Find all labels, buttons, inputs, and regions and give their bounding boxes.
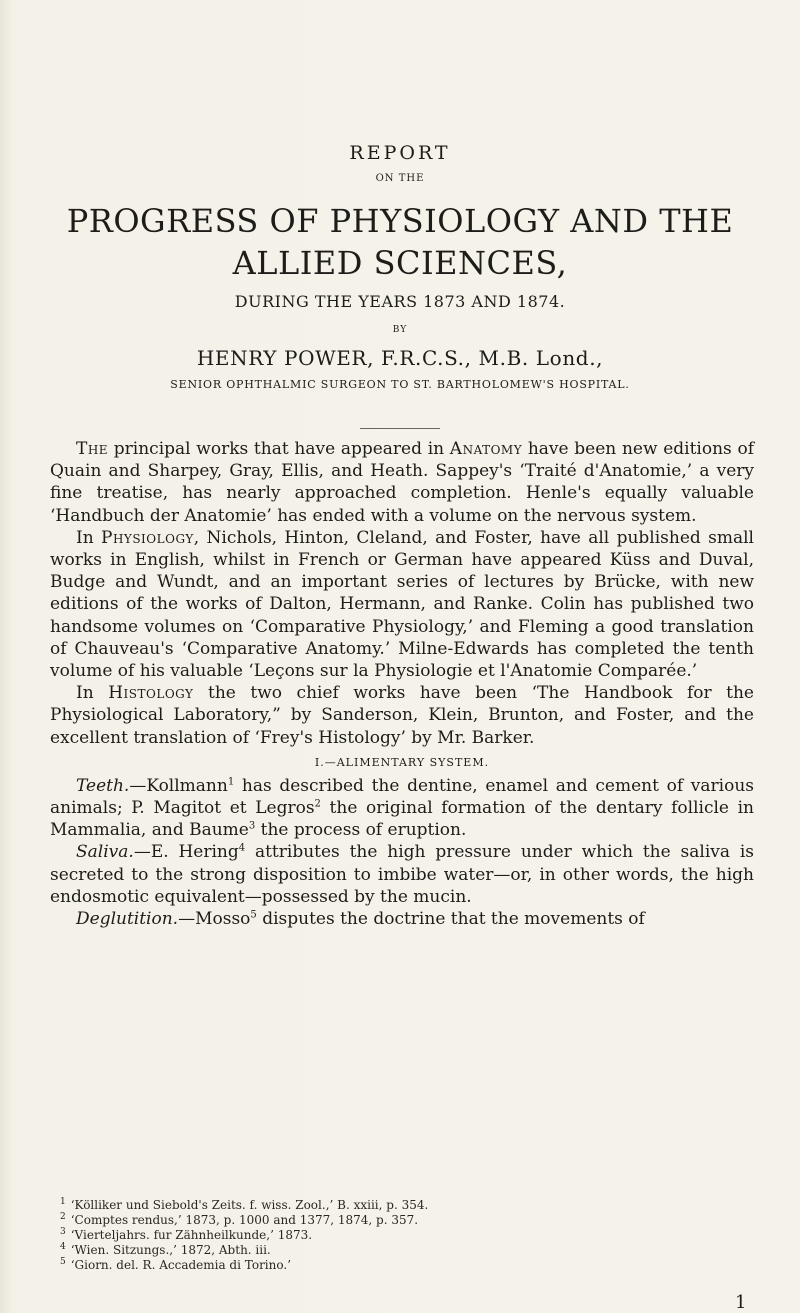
paragraph-histology	[50, 682, 754, 749]
footnotes	[60, 1198, 750, 1273]
text-run: disputes the doctrine that the movements of	[256, 909, 645, 930]
footnote-number: 2	[60, 1212, 66, 1222]
page-number: 1	[735, 1292, 747, 1313]
text-run: have been new editions of Quain and Sharpey, Gray, Ellis, and Heath. Sappey's ‘Traité d'Anatomie,’ a very fine treatise, has nearly approached completion. Henle's equally valuable ‘Handbuch der Anatomie’ has ended with a volume on the nervous system.	[50, 439, 754, 526]
title-divider	[360, 428, 440, 429]
by-label: BY	[392, 325, 408, 335]
text-run: —Kollmann	[129, 775, 228, 796]
paragraph-teeth	[50, 775, 754, 842]
footnote-number: 1	[60, 1197, 66, 1207]
body-text	[50, 438, 754, 930]
text-run: attributes the high pressure under which the saliva is secreted to the strong disposition to imbibe water—or, in other words, the high endosmotic equivalent—possessed by the mucin.	[50, 842, 754, 907]
text-run: has described the dentine, enamel and cement of various animals; P. Magitot et Legros	[50, 775, 754, 819]
title-line-1: PROGRESS OF PHYSIOLOGY AND THE	[66, 202, 734, 240]
footnote-text: ‘Giorn. del. R. Accademia di Torino.’	[70, 1258, 292, 1272]
subject-anatomy: Anatomy	[449, 439, 523, 459]
years-line: DURING THE YEARS 1873 AND 1874.	[234, 292, 566, 311]
subject-histology: Histology	[108, 683, 194, 704]
paragraph-deglutition	[50, 908, 754, 930]
footnote-text: ‘Vierteljahrs. fur Zähnheilkunde,’ 1873.	[70, 1228, 313, 1242]
text-run: —E. Hering	[133, 842, 239, 863]
text-run: the process of eruption.	[255, 820, 467, 841]
footnote-ref[interactable]: 4	[238, 842, 246, 854]
footnote-text: ‘Wien. Sitzungs.,’ 1872, Abth. iii.	[70, 1243, 271, 1257]
subject-physiology: Physiology	[101, 527, 194, 548]
lead-word: The	[76, 439, 109, 459]
text-run: , Nichols, Hinton, Cleland, and Foster, have all published small works in English, whilst in French or German have appeared Küss and Duval, Budge and Wundt, and an important series of lectures by Brücke, with new editions of the works of Dalton, Hermann, and Ranke. Colin has published two handsome volumes on ‘Comparative Physiology,’ and Fleming a good translation of Chauveau's ‘Comparative Anatomy.’ Milne-Edwards has completed the tenth volume of his valuable ‘Leçons sur la Physiologie et l'Anatomie Comparée.’	[50, 527, 754, 682]
report-heading: REPORT	[349, 142, 451, 164]
text-run: the original formation of the dentary follicle in Mammalia, and Baume	[50, 798, 754, 841]
footnote-ref[interactable]: 2	[314, 798, 321, 810]
text-run: principal works that have appeared in	[108, 439, 450, 459]
footnote-text: ‘Comptes rendus,’ 1873, p. 1000 and 1377, 1874, p. 357.	[70, 1213, 419, 1227]
footnote-ref[interactable]: 5	[250, 909, 257, 921]
text-run: In	[76, 683, 109, 704]
footnote-number: 4	[60, 1242, 66, 1252]
subsection-label-deglutition: Deglutition.	[76, 909, 179, 930]
footnote	[60, 1213, 750, 1228]
text-run: the two chief works have been ‘The Handbook for the Physiological Laboratory,” by Sanderson, Klein, Brunton, and Foster, and the excellent translation of ‘Frey's Histology’ by Mr. Barker.	[50, 683, 754, 748]
section-heading-alimentary: I.—ALIMENTARY SYSTEM.	[314, 755, 490, 769]
title-line-2: ALLIED SCIENCES,	[232, 244, 568, 282]
paragraph-anatomy	[50, 438, 754, 527]
footnote-number: 3	[60, 1227, 66, 1237]
text-run: —Mosso	[178, 909, 251, 930]
footnote	[60, 1228, 750, 1243]
subsection-label-teeth: Teeth.	[76, 775, 130, 796]
on-the-label: ON THE	[375, 173, 425, 184]
text-run: In	[76, 527, 102, 548]
footnote	[60, 1243, 750, 1258]
footnote	[60, 1258, 750, 1273]
author-position: SENIOR OPHTHALMIC SURGEON TO ST. BARTHOLOMEW'S HOSPITAL.	[170, 378, 630, 391]
paragraph-saliva	[50, 841, 754, 908]
paragraph-physiology	[50, 527, 754, 682]
subsection-label-saliva: Saliva.	[76, 842, 134, 863]
footnote-number: 5	[60, 1257, 66, 1267]
footnote-text: ‘Kölliker und Siebold's Zeits. f. wiss. Zool.,’ B. xxiii, p. 354.	[70, 1198, 429, 1212]
footnote	[60, 1198, 750, 1213]
author-name: HENRY POWER, F.R.C.S., M.B. Lond.,	[196, 346, 604, 370]
footnote-ref[interactable]: 1	[227, 776, 235, 788]
footnote-ref[interactable]: 3	[248, 820, 256, 832]
